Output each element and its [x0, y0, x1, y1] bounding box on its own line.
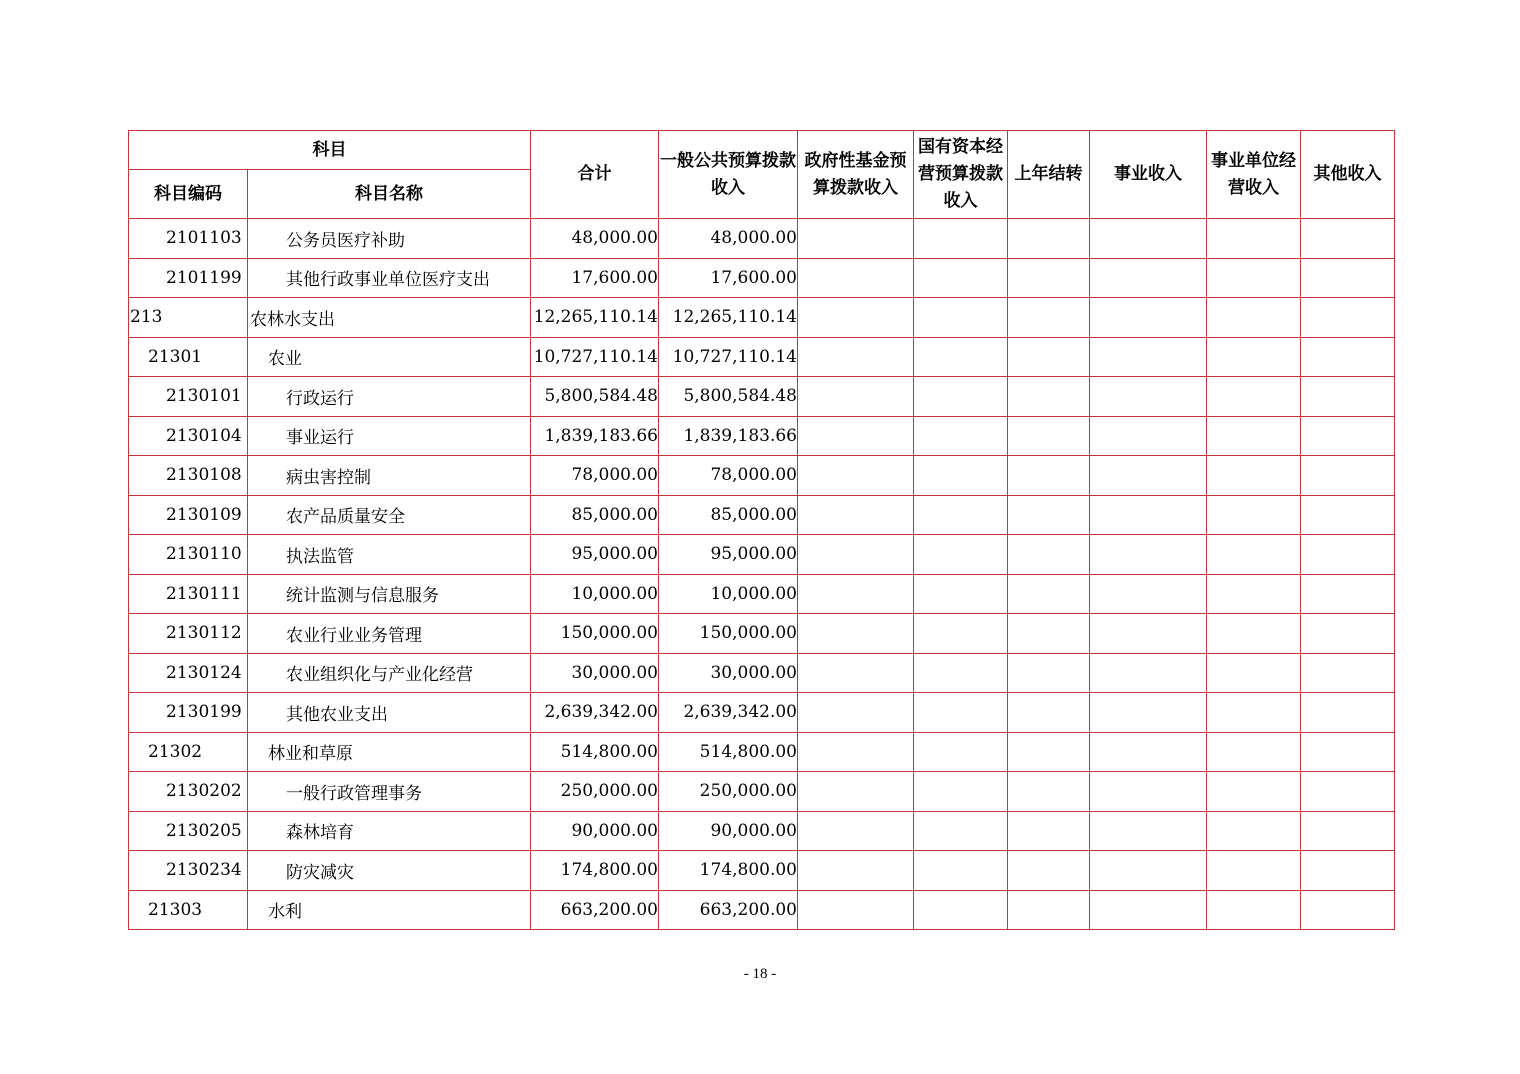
total-cell: 85,000.00 — [531, 495, 659, 535]
unit-operating-cell — [1207, 574, 1301, 614]
unit-operating-cell — [1207, 337, 1301, 377]
carryover-cell — [1008, 653, 1090, 693]
subject-name-cell: 其他行政事业单位医疗支出 — [248, 258, 531, 298]
gov-fund-cell — [798, 535, 914, 575]
business-income-cell — [1090, 772, 1207, 812]
general-budget-cell: 12,265,110.14 — [659, 298, 798, 338]
subject-name-cell: 水利 — [248, 890, 531, 930]
subject-name-cell: 公务员医疗补助 — [248, 219, 531, 259]
business-income-cell — [1090, 495, 1207, 535]
subject-name-cell: 一般行政管理事务 — [248, 772, 531, 812]
state-capital-cell — [914, 298, 1008, 338]
general-budget-cell: 2,639,342.00 — [659, 693, 798, 733]
page-number: - 18 - — [743, 966, 777, 982]
budget-table — [128, 130, 1395, 930]
carryover-cell — [1008, 732, 1090, 772]
general-budget-cell: 17,600.00 — [659, 258, 798, 298]
state-capital-cell — [914, 337, 1008, 377]
state-capital-cell — [914, 535, 1008, 575]
unit-operating-cell — [1207, 732, 1301, 772]
business-income-cell — [1090, 298, 1207, 338]
subject-code-cell: 2130124 — [129, 653, 248, 693]
other-income-cell — [1301, 219, 1395, 259]
subject-name-cell: 执法监管 — [248, 535, 531, 575]
carryover-cell — [1008, 851, 1090, 891]
subject-name-cell: 行政运行 — [248, 377, 531, 417]
subject-name-cell: 农业行业业务管理 — [248, 614, 531, 654]
table-row — [129, 732, 1395, 772]
subject-code-cell: 2130199 — [129, 693, 248, 733]
unit-operating-cell — [1207, 416, 1301, 456]
unit-operating-cell — [1207, 772, 1301, 812]
gov-fund-cell — [798, 811, 914, 851]
subject-name-cell: 森林培育 — [248, 811, 531, 851]
header-business-income: 事业收入 — [1090, 131, 1207, 219]
header-other-income: 其他收入 — [1301, 131, 1395, 219]
gov-fund-cell — [798, 337, 914, 377]
unit-operating-cell — [1207, 890, 1301, 930]
table-row — [129, 851, 1395, 891]
business-income-cell — [1090, 732, 1207, 772]
unit-operating-cell — [1207, 219, 1301, 259]
business-income-cell — [1090, 811, 1207, 851]
table-row — [129, 219, 1395, 259]
other-income-cell — [1301, 377, 1395, 417]
table-body — [129, 219, 1395, 930]
gov-fund-cell — [798, 851, 914, 891]
subject-code-cell: 2130205 — [129, 811, 248, 851]
unit-operating-cell — [1207, 377, 1301, 417]
table-row — [129, 693, 1395, 733]
other-income-cell — [1301, 574, 1395, 614]
total-cell: 150,000.00 — [531, 614, 659, 654]
subject-code-cell: 21301 — [129, 337, 248, 377]
subject-code-cell: 2101199 — [129, 258, 248, 298]
business-income-cell — [1090, 337, 1207, 377]
state-capital-cell — [914, 851, 1008, 891]
carryover-cell — [1008, 416, 1090, 456]
carryover-cell — [1008, 219, 1090, 259]
other-income-cell — [1301, 693, 1395, 733]
business-income-cell — [1090, 456, 1207, 496]
gov-fund-cell — [798, 890, 914, 930]
general-budget-cell: 663,200.00 — [659, 890, 798, 930]
table-row — [129, 574, 1395, 614]
gov-fund-cell — [798, 298, 914, 338]
total-cell: 2,639,342.00 — [531, 693, 659, 733]
header-subject-code: 科目编码 — [129, 170, 248, 219]
business-income-cell — [1090, 219, 1207, 259]
total-cell: 90,000.00 — [531, 811, 659, 851]
unit-operating-cell — [1207, 693, 1301, 733]
header-gov-fund: 政府性基金预算拨款收入 — [798, 131, 914, 219]
table-row — [129, 495, 1395, 535]
other-income-cell — [1301, 298, 1395, 338]
business-income-cell — [1090, 614, 1207, 654]
business-income-cell — [1090, 693, 1207, 733]
subject-code-cell: 2130112 — [129, 614, 248, 654]
total-cell: 78,000.00 — [531, 456, 659, 496]
table-row — [129, 298, 1395, 338]
other-income-cell — [1301, 614, 1395, 654]
total-cell: 1,839,183.66 — [531, 416, 659, 456]
state-capital-cell — [914, 416, 1008, 456]
header-subject-name: 科目名称 — [248, 170, 531, 219]
subject-name-cell: 林业和草原 — [248, 732, 531, 772]
gov-fund-cell — [798, 614, 914, 654]
other-income-cell — [1301, 653, 1395, 693]
subject-code-cell: 2130202 — [129, 772, 248, 812]
unit-operating-cell — [1207, 258, 1301, 298]
table-row — [129, 258, 1395, 298]
table-row — [129, 377, 1395, 417]
table-row — [129, 772, 1395, 812]
table-row — [129, 535, 1395, 575]
unit-operating-cell — [1207, 653, 1301, 693]
general-budget-cell: 514,800.00 — [659, 732, 798, 772]
gov-fund-cell — [798, 693, 914, 733]
total-cell: 174,800.00 — [531, 851, 659, 891]
total-cell: 48,000.00 — [531, 219, 659, 259]
carryover-cell — [1008, 298, 1090, 338]
gov-fund-cell — [798, 772, 914, 812]
subject-code-cell: 21303 — [129, 890, 248, 930]
table-row — [129, 614, 1395, 654]
subject-code-cell: 2130101 — [129, 377, 248, 417]
total-cell: 250,000.00 — [531, 772, 659, 812]
subject-name-cell: 病虫害控制 — [248, 456, 531, 496]
general-budget-cell: 174,800.00 — [659, 851, 798, 891]
header-state-capital: 国有资本经营预算拨款收入 — [914, 131, 1008, 219]
table-row — [129, 337, 1395, 377]
state-capital-cell — [914, 693, 1008, 733]
general-budget-cell: 95,000.00 — [659, 535, 798, 575]
header-total: 合计 — [531, 131, 659, 219]
subject-name-cell: 防灾减灾 — [248, 851, 531, 891]
header-unit-operating: 事业单位经营收入 — [1207, 131, 1301, 219]
business-income-cell — [1090, 653, 1207, 693]
other-income-cell — [1301, 890, 1395, 930]
unit-operating-cell — [1207, 535, 1301, 575]
gov-fund-cell — [798, 574, 914, 614]
subject-name-cell: 农业 — [248, 337, 531, 377]
total-cell: 514,800.00 — [531, 732, 659, 772]
state-capital-cell — [914, 258, 1008, 298]
unit-operating-cell — [1207, 298, 1301, 338]
header-carryover: 上年结转 — [1008, 131, 1090, 219]
general-budget-cell: 150,000.00 — [659, 614, 798, 654]
carryover-cell — [1008, 377, 1090, 417]
general-budget-cell: 1,839,183.66 — [659, 416, 798, 456]
table-row — [129, 456, 1395, 496]
subject-code-cell: 2101103 — [129, 219, 248, 259]
business-income-cell — [1090, 377, 1207, 417]
unit-operating-cell — [1207, 851, 1301, 891]
table-row — [129, 653, 1395, 693]
state-capital-cell — [914, 219, 1008, 259]
subject-code-cell: 2130110 — [129, 535, 248, 575]
business-income-cell — [1090, 416, 1207, 456]
subject-code-cell: 21302 — [129, 732, 248, 772]
state-capital-cell — [914, 574, 1008, 614]
general-budget-cell: 48,000.00 — [659, 219, 798, 259]
table-row — [129, 416, 1395, 456]
table-row — [129, 811, 1395, 851]
gov-fund-cell — [798, 377, 914, 417]
carryover-cell — [1008, 693, 1090, 733]
carryover-cell — [1008, 811, 1090, 851]
subject-name-cell: 农林水支出 — [248, 298, 531, 338]
total-cell: 663,200.00 — [531, 890, 659, 930]
gov-fund-cell — [798, 258, 914, 298]
total-cell: 10,727,110.14 — [531, 337, 659, 377]
general-budget-cell: 10,727,110.14 — [659, 337, 798, 377]
other-income-cell — [1301, 258, 1395, 298]
carryover-cell — [1008, 890, 1090, 930]
carryover-cell — [1008, 574, 1090, 614]
subject-name-cell: 农产品质量安全 — [248, 495, 531, 535]
header-general-budget: 一般公共预算拨款收入 — [659, 131, 798, 219]
unit-operating-cell — [1207, 811, 1301, 851]
other-income-cell — [1301, 851, 1395, 891]
other-income-cell — [1301, 732, 1395, 772]
carryover-cell — [1008, 337, 1090, 377]
state-capital-cell — [914, 732, 1008, 772]
general-budget-cell: 30,000.00 — [659, 653, 798, 693]
business-income-cell — [1090, 851, 1207, 891]
carryover-cell — [1008, 772, 1090, 812]
unit-operating-cell — [1207, 456, 1301, 496]
other-income-cell — [1301, 535, 1395, 575]
subject-code-cell: 2130108 — [129, 456, 248, 496]
other-income-cell — [1301, 495, 1395, 535]
general-budget-cell: 250,000.00 — [659, 772, 798, 812]
business-income-cell — [1090, 258, 1207, 298]
subject-name-cell: 其他农业支出 — [248, 693, 531, 733]
general-budget-cell: 90,000.00 — [659, 811, 798, 851]
total-cell: 10,000.00 — [531, 574, 659, 614]
total-cell: 17,600.00 — [531, 258, 659, 298]
table-header — [129, 131, 1395, 219]
general-budget-cell: 10,000.00 — [659, 574, 798, 614]
general-budget-cell: 78,000.00 — [659, 456, 798, 496]
table-row — [129, 890, 1395, 930]
carryover-cell — [1008, 495, 1090, 535]
carryover-cell — [1008, 535, 1090, 575]
gov-fund-cell — [798, 416, 914, 456]
gov-fund-cell — [798, 219, 914, 259]
total-cell: 30,000.00 — [531, 653, 659, 693]
gov-fund-cell — [798, 456, 914, 496]
other-income-cell — [1301, 337, 1395, 377]
state-capital-cell — [914, 614, 1008, 654]
total-cell: 95,000.00 — [531, 535, 659, 575]
subject-name-cell: 农业组织化与产业化经营 — [248, 653, 531, 693]
carryover-cell — [1008, 456, 1090, 496]
total-cell: 12,265,110.14 — [531, 298, 659, 338]
other-income-cell — [1301, 416, 1395, 456]
unit-operating-cell — [1207, 614, 1301, 654]
header-subject: 科目 — [129, 131, 531, 170]
general-budget-cell: 5,800,584.48 — [659, 377, 798, 417]
total-cell: 5,800,584.48 — [531, 377, 659, 417]
gov-fund-cell — [798, 495, 914, 535]
state-capital-cell — [914, 495, 1008, 535]
gov-fund-cell — [798, 732, 914, 772]
state-capital-cell — [914, 377, 1008, 417]
state-capital-cell — [914, 811, 1008, 851]
state-capital-cell — [914, 890, 1008, 930]
state-capital-cell — [914, 653, 1008, 693]
business-income-cell — [1090, 535, 1207, 575]
subject-code-cell: 213 — [129, 298, 248, 338]
unit-operating-cell — [1207, 495, 1301, 535]
header-row-1 — [129, 131, 1395, 170]
subject-name-cell: 统计监测与信息服务 — [248, 574, 531, 614]
other-income-cell — [1301, 811, 1395, 851]
subject-code-cell: 2130109 — [129, 495, 248, 535]
subject-code-cell: 2130234 — [129, 851, 248, 891]
subject-code-cell: 2130104 — [129, 416, 248, 456]
business-income-cell — [1090, 574, 1207, 614]
state-capital-cell — [914, 456, 1008, 496]
subject-code-cell: 2130111 — [129, 574, 248, 614]
general-budget-cell: 85,000.00 — [659, 495, 798, 535]
carryover-cell — [1008, 258, 1090, 298]
other-income-cell — [1301, 772, 1395, 812]
state-capital-cell — [914, 772, 1008, 812]
gov-fund-cell — [798, 653, 914, 693]
other-income-cell — [1301, 456, 1395, 496]
carryover-cell — [1008, 614, 1090, 654]
subject-name-cell: 事业运行 — [248, 416, 531, 456]
business-income-cell — [1090, 890, 1207, 930]
